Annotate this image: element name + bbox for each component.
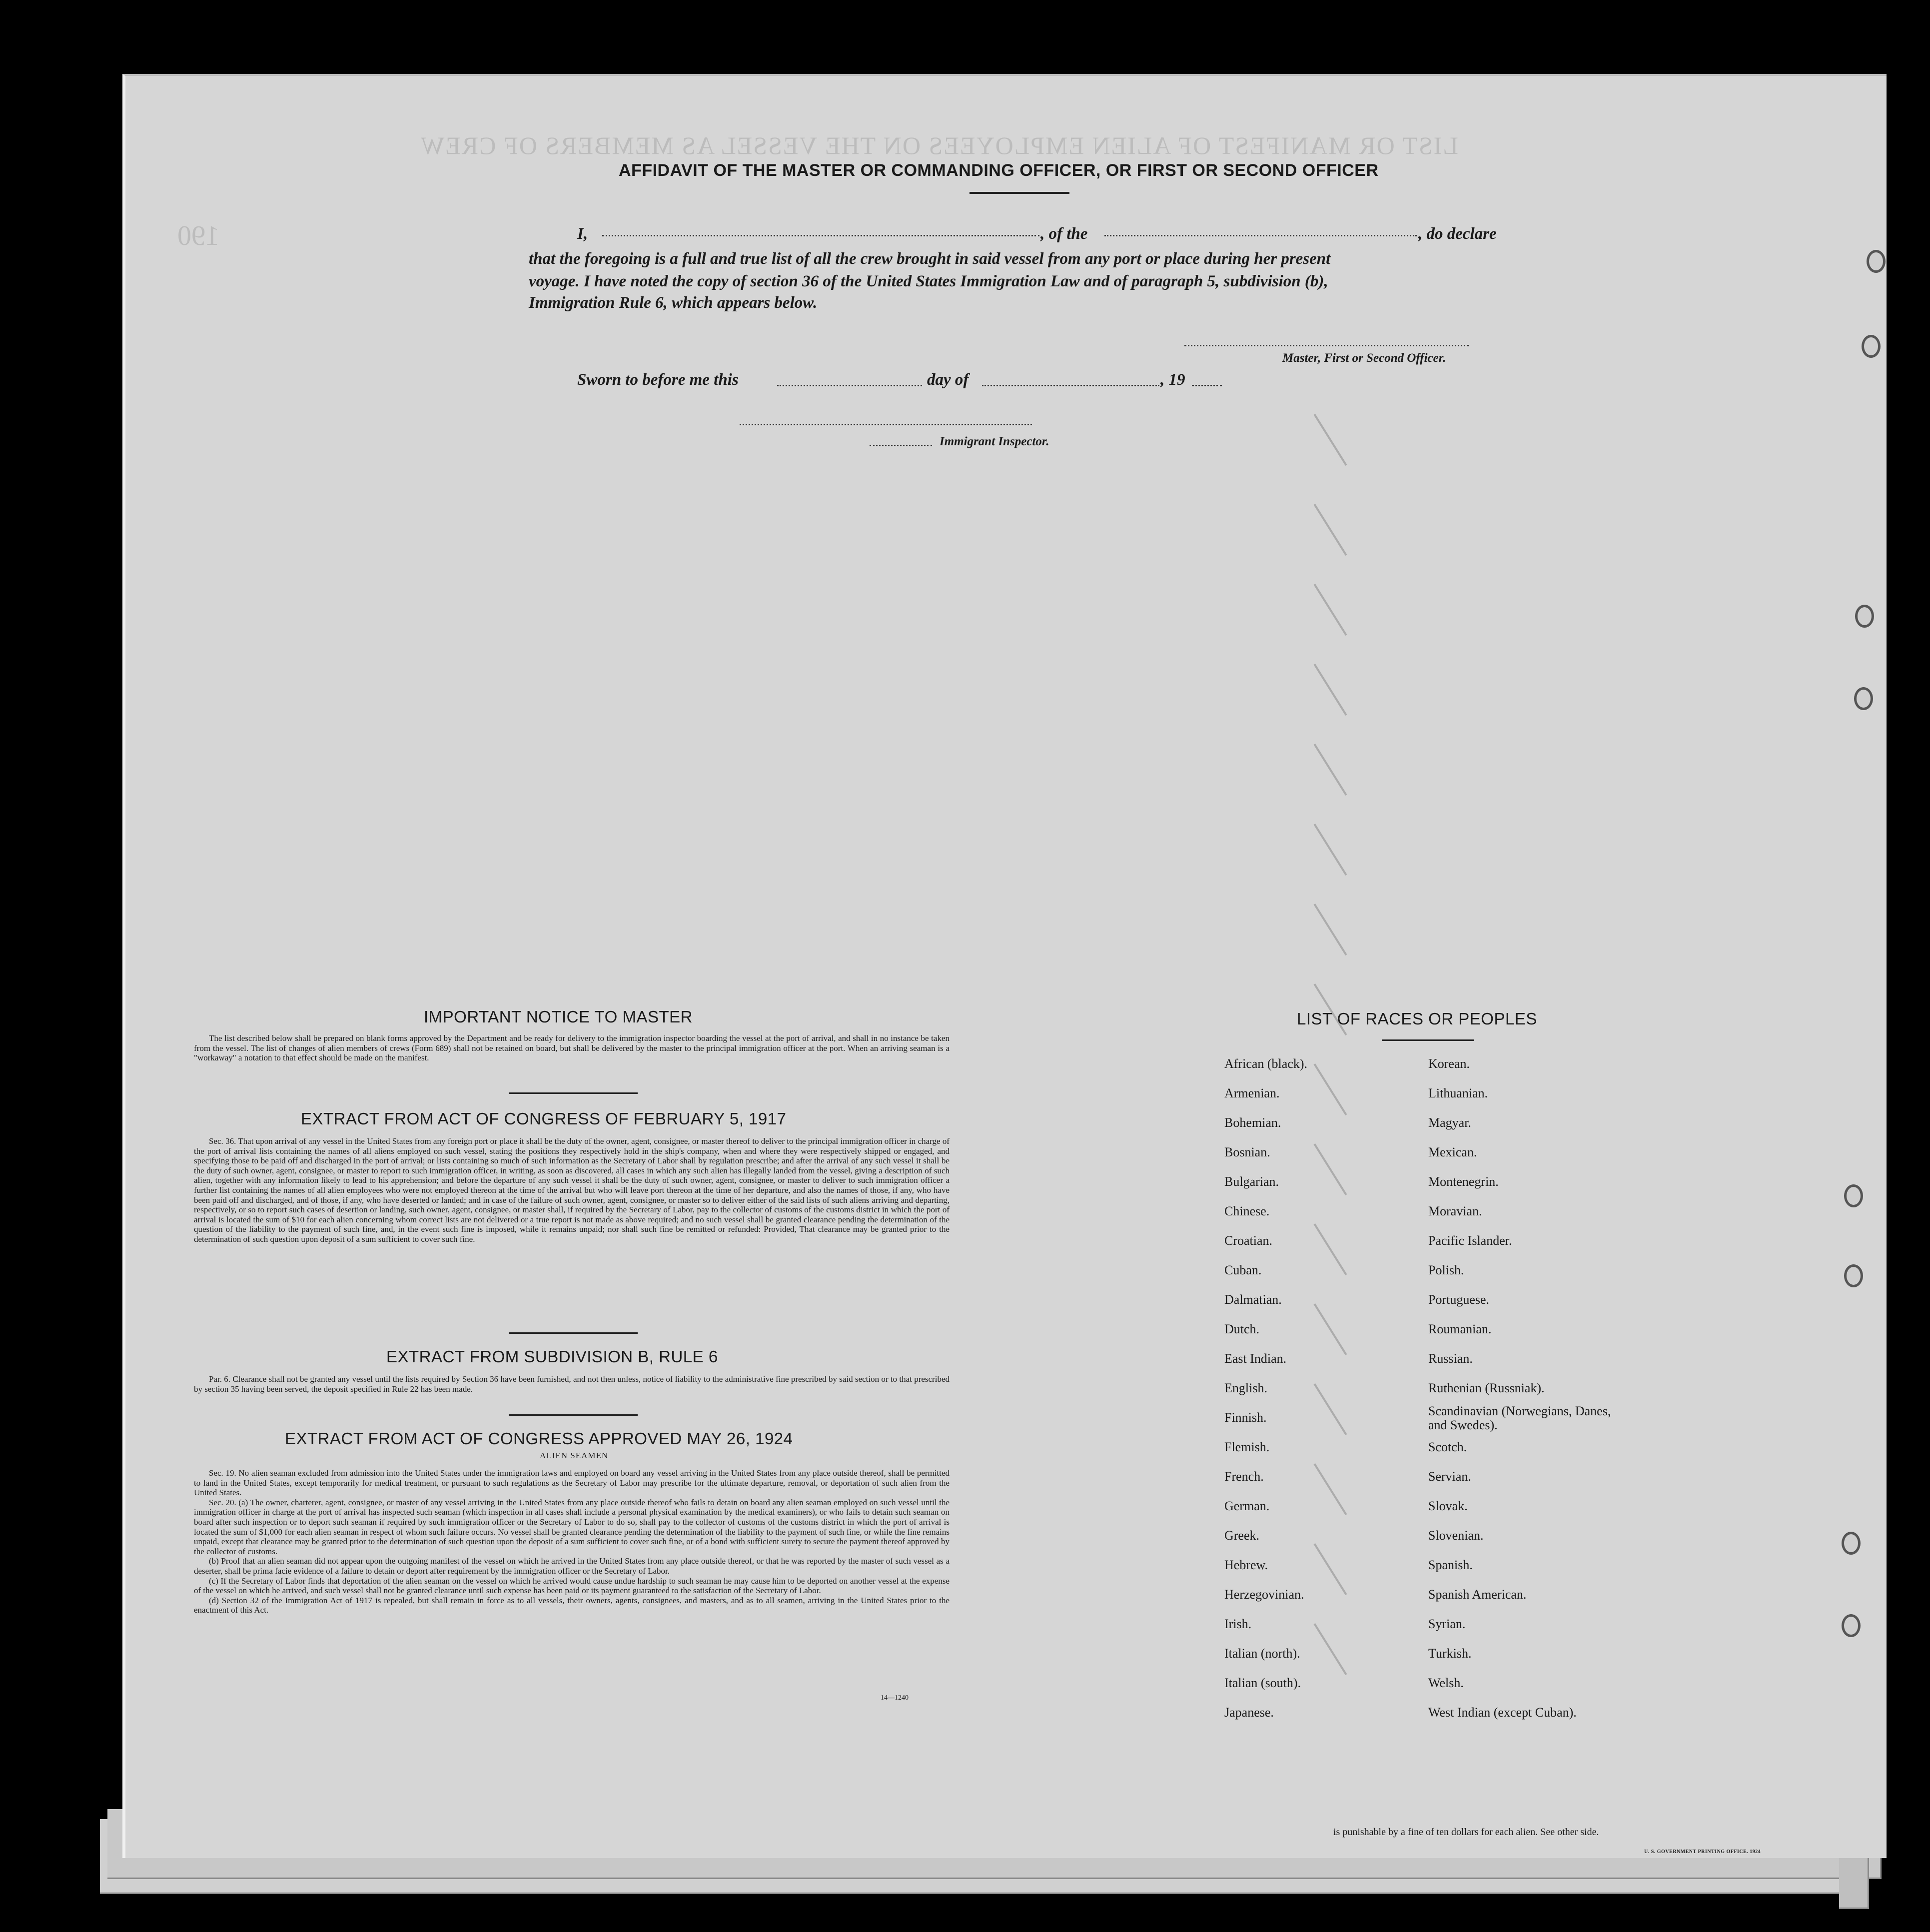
extract-1917-text: [194, 1136, 950, 1244]
race-left: Chinese.: [1224, 1204, 1270, 1218]
races-title-rule: [1382, 1039, 1474, 1041]
race-left: Herzegovinian.: [1224, 1587, 1304, 1602]
race-right: Welsh.: [1428, 1676, 1464, 1690]
master-signature-caption: Master, First or Second Officer.: [1282, 351, 1446, 365]
race-right: Syrian.: [1428, 1617, 1466, 1631]
race-right: Polish.: [1428, 1263, 1464, 1277]
master-signature-line: [1184, 345, 1469, 346]
bleed-through-header: LIST OR MANIFEST OF ALIEN EMPLOYEES ON THE VESSEL AS MEMBERS OF CREW: [420, 131, 1458, 159]
race-right: Slovak.: [1428, 1499, 1468, 1513]
bleed-through-page-number: 190: [177, 220, 219, 251]
extract-rule6-paragraph: Par. 6. Clearance shall not be granted any vessel until the lists required by Section 36 have been furnished, and not then unless, notice of liability to the administrative fine prescribed by said section or to that prescribed by section 35 having been served, the deposit specified in Rule 22 has been made.: [194, 1374, 950, 1394]
race-left: Italian (north).: [1224, 1646, 1300, 1661]
extract-1924-sec20a: Sec. 20. (a) The owner, charterer, agent, consignee, or master of any vessel arriving in the United States from any place outside thereof who fails to detain on board any alien seaman employed on such vessel until the immigration officer in charge at the port of arrival has inspected such seaman (which inspection in all cases shall include a personal physical examination by the medical examiners), or who fails to detain such seaman on board after such inspection or to deport such seaman if required by such immigration officer or the Secretary of Labor to do so, shall pay to the collector of customs of the customs district in which the port of arrival is located the sum of $1,000 for each alien seaman in respect of whom such failure occurs. No vessel shall be granted clearance pending the determination of the liability to the payment of such fine, or while the fine remains unpaid, except that clearance may be granted prior to the determination of such question upon the deposit of a sum sufficient to cover such fine, or of a bond with sufficient surety to secure the payment thereof approved by the collector of customs.: [194, 1497, 950, 1556]
extract-rule6-text: [194, 1374, 950, 1394]
affidavit-line-2: that the foregoing is a full and true list of all the crew brought in said vessel from any port or place during her present: [529, 250, 1331, 268]
races-title: LIST OF RACES OR PEOPLES: [1297, 1009, 1537, 1028]
race-left: Japanese.: [1224, 1705, 1274, 1720]
sworn-text: Sworn to before me this: [577, 371, 739, 389]
extract-1924-sec19: Sec. 19. No alien seaman excluded from admission into the United States under the immigration laws and employed on board any vessel arriving in the United States from any place outside thereof, shall be permitted to land in the United States, except temporarily for medical treatment, or pursuant to such regulations as the Secretary of Labor may prescribe for the ultimate departure, removal, or deportation of such alien from the United States.: [194, 1468, 950, 1498]
race-right: West Indian (except Cuban).: [1428, 1705, 1577, 1720]
inspector-caption: Immigrant Inspector.: [940, 435, 1049, 448]
race-left: Bosnian.: [1224, 1145, 1270, 1159]
sworn-day-blank: [777, 385, 922, 386]
race-left: English.: [1224, 1381, 1267, 1395]
affidavit-word-i: I,: [577, 225, 588, 243]
sworn-year-prefix: , 19: [1160, 371, 1185, 389]
race-right: Spanish.: [1428, 1558, 1473, 1572]
inspector-signature-line-2: [870, 445, 932, 446]
extract-1917-title: EXTRACT FROM ACT OF CONGRESS OF FEBRUARY 5, 1917: [301, 1109, 787, 1128]
race-left: Italian (south).: [1224, 1676, 1301, 1690]
race-left: Cuban.: [1224, 1263, 1262, 1277]
extract-rule6-divider: [509, 1414, 638, 1416]
form-number: 14—1240: [881, 1694, 909, 1702]
race-right: Pacific Islander.: [1428, 1233, 1512, 1248]
race-left: French.: [1224, 1469, 1264, 1484]
extract-1917-paragraph: Sec. 36. That upon arrival of any vessel in the United States from any foreign port or place it shall be the duty of the owner, agent, consignee, or master thereof to deliver to the principal immigration officer in charge of the port of arrival lists containing the names of all aliens employed on such vessel, stating the positions they respectively hold in the ship's company, when and where they were respectively shipped or engaged, and specifying those to be paid off and discharged in the port of arrival; or lists containing so much of such information as the Secretary of Labor shall by regulation prescribe; and after the arrival of any such vessel it shall be the duty of such owner, agent, consignee, or master to report to such immigration officer, in writing, as soon as discovered, all cases in which any such alien has illegally landed from the vessel, giving a description of such alien, together with any information likely to lead to his apprehension; and before the departure of any such vessel it shall be the duty of such owner, agent, consignee, or master to deliver to such immigration officer a further list containing the names of all alien employees who were not employed thereon at the time of the arrival but who will leave port thereon at the time of her departure, and also the names of those, if any, who have been paid off and discharged, and of those, if any, who have deserted or landed; and in case of the failure of such owner, agent, consignee, or master so to deliver either of the said lists of such aliens arriving and departing, respectively, or so to report such cases of desertion or landing, such owner, agent, consignee, or master shall, if required by the Secretary of Labor, pay to the collector of customs of the customs district in which the port of arrival is located the sum of $10 for each alien concerning whom correct lists are not delivered or a true report is not made as above required; and no such vessel shall be granted clearance pending the determination of the question of the liability to the payment of such fine, and, in the event such fine is imposed, while it remains unpaid; nor shall such fine be remitted or refunded: Provided, That clearance may be granted prior to the determination of such question upon deposit of a sum sufficient to cover such fine.: [194, 1136, 950, 1244]
race-right: Moravian.: [1428, 1204, 1482, 1218]
notice-paragraph: The list described below shall be prepared on blank forms approved by the Department and be ready for delivery to the immigration inspector boarding the vessel at the port of arrival, and shall in no instance be taken from the vessel. The list of changes of alien members of crews (Form 689) shall not be retained on board, but shall be delivered by the master to the principal immigration officer at the port. When an arriving seaman is a "workaway" a notation to that effect should be made on the manifest.: [194, 1033, 950, 1063]
extract-1924-sec20d: (d) Section 32 of the Immigration Act of 1917 is repealed, but shall remain in force as to all vessels, their owners, agents, consignees, and masters, and as to all seamen, arriving in the United States prior to the enactment of this Act.: [194, 1595, 950, 1615]
race-left: Dutch.: [1224, 1322, 1260, 1336]
inspector-signature-line: [740, 424, 1032, 425]
race-left: Flemish.: [1224, 1440, 1270, 1454]
extract-1917-divider: [509, 1332, 638, 1334]
notice-divider: [509, 1092, 638, 1094]
race-right: Roumanian.: [1428, 1322, 1492, 1336]
extract-rule6-title: EXTRACT FROM SUBDIVISION B, RULE 6: [386, 1347, 718, 1366]
extract-1924-subtitle: ALIEN SEAMEN: [540, 1451, 609, 1460]
notice-text: [194, 1033, 950, 1063]
printer-imprint: U. S. GOVERNMENT PRINTING OFFICE. 1924: [1644, 1849, 1761, 1855]
race-right: Korean.: [1428, 1056, 1470, 1071]
race-left: Armenian.: [1224, 1086, 1280, 1100]
race-right: Mexican.: [1428, 1145, 1477, 1159]
race-left: East Indian.: [1224, 1351, 1287, 1366]
race-right: Ruthenian (Russniak).: [1428, 1381, 1545, 1395]
affidavit-word-do-declare: , do declare: [1418, 225, 1497, 243]
extract-1924-title: EXTRACT FROM ACT OF CONGRESS APPROVED MAY 26, 1924: [285, 1429, 793, 1448]
race-left: Greek.: [1224, 1528, 1260, 1543]
sworn-year-blank: [1192, 385, 1222, 386]
race-right: Servian.: [1428, 1469, 1471, 1484]
race-left: Hebrew.: [1224, 1558, 1268, 1572]
extract-1924-sec20c: (c) If the Secretary of Labor finds that deportation of the alien seaman on the vessel on which he arrived would cause undue hardship to such seaman he may cause him to be deported on another vessel at the expense of the vessel on which he arrived, and such vessel shall not be granted clearance until such expense has been paid or its payment guaranteed to the satisfaction of the Secretary of Labor.: [194, 1576, 950, 1596]
fine-notice: is punishable by a fine of ten dollars for each alien. See other side.: [1333, 1827, 1599, 1838]
race-left: Croatian.: [1224, 1233, 1273, 1248]
race-right: Lithuanian.: [1428, 1086, 1488, 1100]
race-right: Turkish.: [1428, 1646, 1472, 1661]
race-right: Montenegrin.: [1428, 1174, 1499, 1189]
race-left: Irish.: [1224, 1617, 1252, 1631]
race-left: Bulgarian.: [1224, 1174, 1279, 1189]
race-right: Russian.: [1428, 1351, 1473, 1366]
sworn-month-blank: [982, 385, 1159, 386]
affidavit-line-4: Immigration Rule 6, which appears below.: [529, 294, 818, 312]
race-left: German.: [1224, 1499, 1270, 1513]
race-right: Scotch.: [1428, 1440, 1467, 1454]
affidavit-vessel-blank: [1104, 235, 1417, 236]
affidavit-title-rule: [969, 192, 1069, 194]
race-right: Scandinavian (Norwegians, Danes, and Swedes).: [1428, 1404, 1611, 1432]
notice-title: IMPORTANT NOTICE TO MASTER: [424, 1007, 693, 1026]
extract-1924-sec20b: (b) Proof that an alien seaman did not appear upon the outgoing manifest of the vessel on which he arrived in the United States from any place outside thereof, or that he was reported by the master of such vessel as a deserter, shall be prima facie evidence of a failure to detain or deport after requirement by the immigration officer or the Secretary of Labor.: [194, 1556, 950, 1576]
race-right: Slovenian.: [1428, 1528, 1484, 1543]
race-left: Finnish.: [1224, 1410, 1267, 1425]
race-right: Magyar.: [1428, 1115, 1471, 1130]
extract-1924-text: [194, 1468, 950, 1615]
race-left: Dalmatian.: [1224, 1292, 1282, 1307]
race-left: Bohemian.: [1224, 1115, 1281, 1130]
race-right: Portuguese.: [1428, 1292, 1490, 1307]
affidavit-line-3: voyage. I have noted the copy of section 36 of the United States Immigration Law and of paragraph 5, subdivision (b),: [529, 272, 1328, 290]
affidavit-title: AFFIDAVIT OF THE MASTER OR COMMANDING OFFICER, OR FIRST OR SECOND OFFICER: [619, 161, 1379, 180]
sworn-day-of: day of: [927, 371, 969, 389]
affidavit-word-of-the: , of the: [1040, 225, 1088, 243]
race-right: Spanish American.: [1428, 1587, 1527, 1602]
race-left: African (black).: [1224, 1056, 1308, 1071]
affidavit-name-blank: [602, 235, 1039, 236]
